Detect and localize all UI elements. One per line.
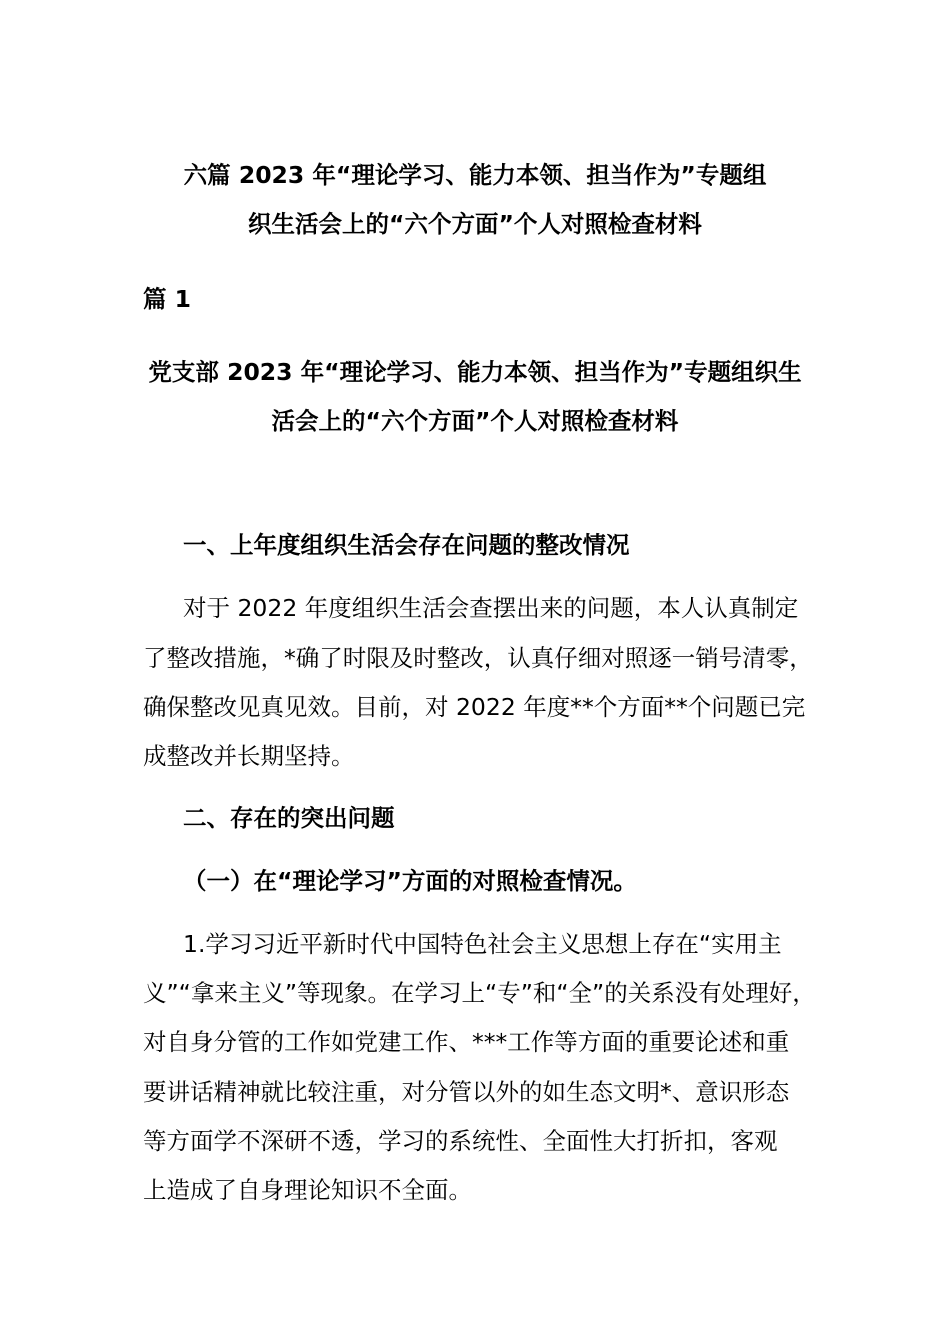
sub-title-line-1: 党支部 2023 年“理论学习、能力本领、担当作为”专题组织生 xyxy=(148,358,802,386)
sub-title-line-2: 活会上的“六个方面”个人对照检查材料 xyxy=(271,407,679,435)
section-1-paragraph-line: 对于 2022 年度组织生活会查摆出来的问题，本人认真制定 xyxy=(183,594,799,622)
section-1-paragraph-line: 了整改措施，*确了时限及时整改，认真仔细对照逐一销号清零， xyxy=(143,644,813,672)
section-1-paragraph-line: 确保整改见真见效。目前，对 2022 年度**个方面**个问题已完 xyxy=(143,693,806,721)
main-title-line-2: 织生活会上的“六个方面”个人对照检查材料 xyxy=(248,210,702,238)
section-2-paragraph-line: 要讲话精神就比较注重，对分管以外的如生态文明*、意识形态 xyxy=(143,1078,790,1106)
section-2-paragraph-line: 等方面学不深研不透，学习的系统性、全面性大打折扣，客观 xyxy=(143,1127,778,1155)
section-2-paragraph-line: 义”“拿来主义”等现象。在学习上“专”和“全”的关系没有处理好， xyxy=(143,979,816,1007)
section-2-paragraph-line: 上造成了自身理论知识不全面。 xyxy=(143,1176,472,1204)
section-1-heading: 一、上年度组织生活会存在问题的整改情况 xyxy=(183,531,630,559)
piece-label: 篇 1 xyxy=(143,285,192,313)
section-2-subheading: （一）在“理论学习”方面的对照检查情况。 xyxy=(183,867,637,895)
section-1-paragraph-line: 成整改并长期坚持。 xyxy=(143,742,355,770)
section-2-heading: 二、存在的突出问题 xyxy=(183,804,395,832)
main-title-line-1: 六篇 2023 年“理论学习、能力本领、担当作为”专题组 xyxy=(183,161,767,189)
section-2-paragraph-line: 对自身分管的工作如党建工作、***工作等方面的重要论述和重 xyxy=(143,1028,790,1056)
section-2-paragraph-line: 1.学习习近平新时代中国特色社会主义思想上存在“实用主 xyxy=(183,930,782,958)
